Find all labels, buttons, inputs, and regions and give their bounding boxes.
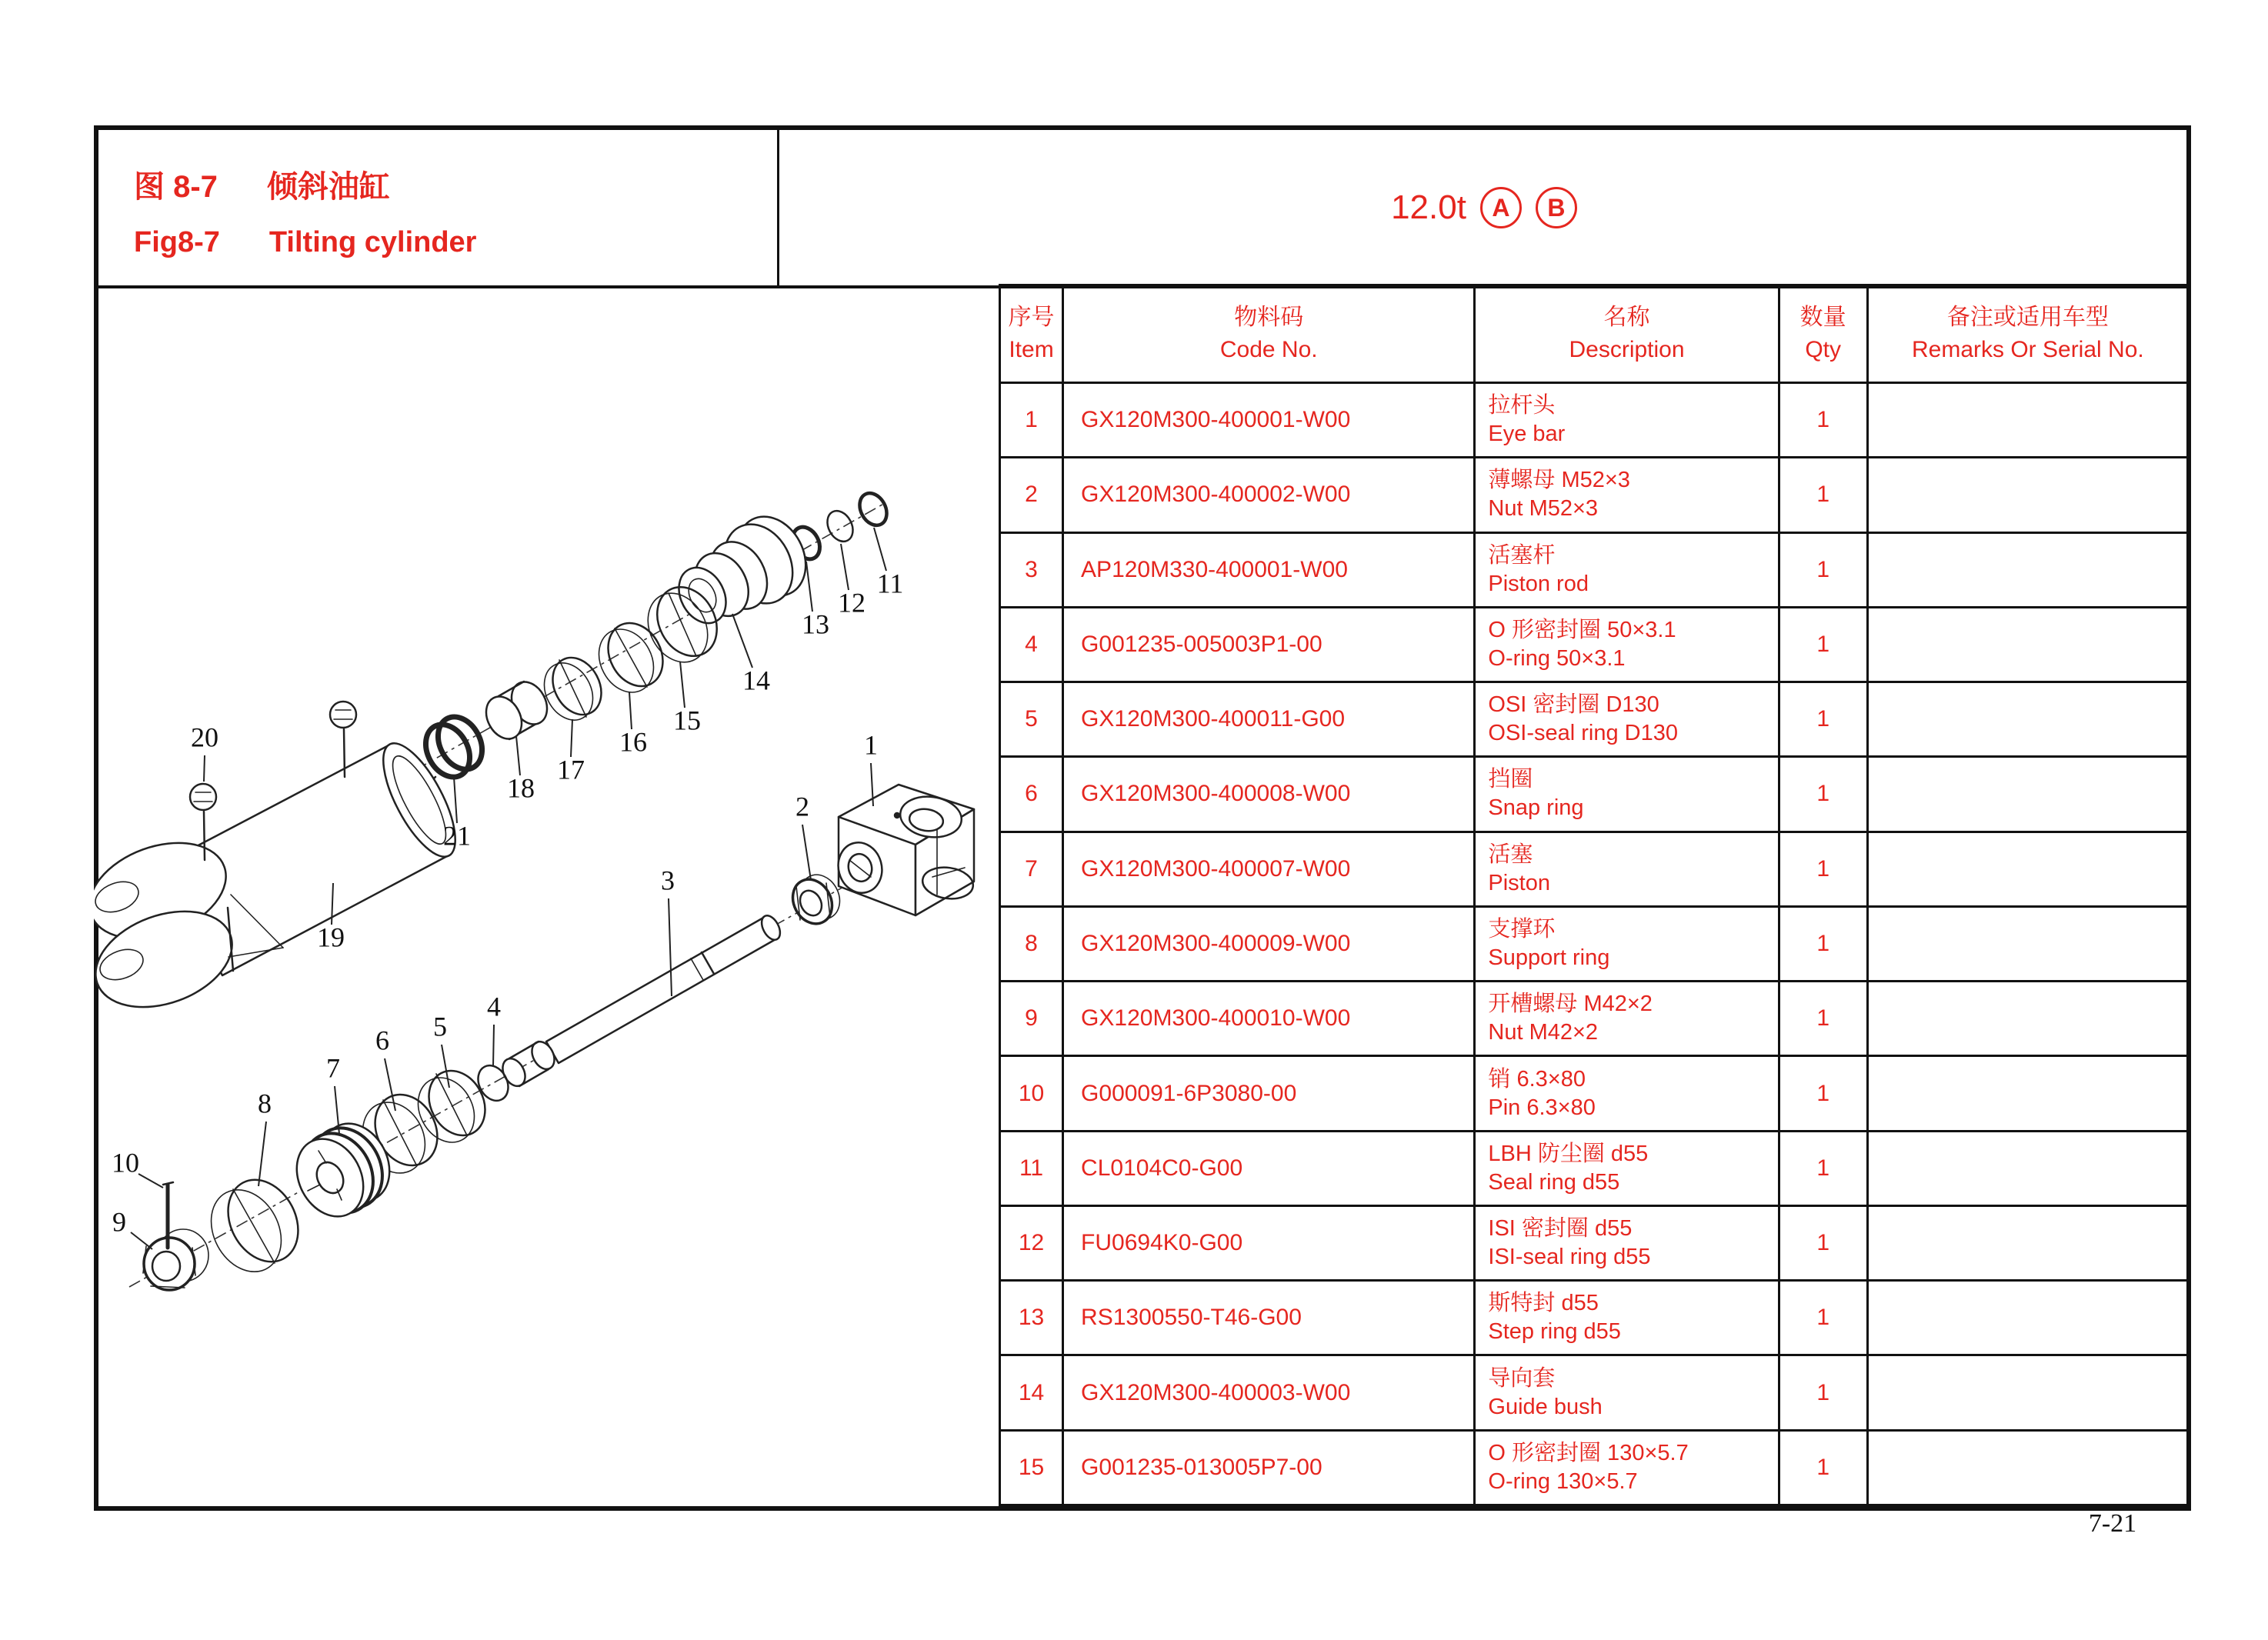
guide-bush-14 [669, 505, 819, 632]
callout-label-17: 17 [557, 754, 585, 785]
cell-item: 4 [1000, 607, 1063, 682]
cell-description [1475, 458, 1779, 532]
description-cn: 支撑环 [1488, 916, 1556, 942]
description-en: OSI-seal ring D130 [1488, 721, 1679, 746]
cell-qty: 1 [1779, 832, 1867, 906]
table-row [1000, 682, 2189, 757]
callout-leader-5 [442, 1045, 449, 1088]
cell-item: 6 [1000, 757, 1063, 832]
title-en: Tilting cylinder [268, 226, 477, 258]
title-cn: 倾斜油缸 [266, 170, 390, 204]
description-cn: 薄螺母 M52×3 [1488, 468, 1630, 493]
callout-label-18: 18 [507, 772, 535, 804]
support-ring-8 [198, 1168, 312, 1284]
callout-label-21: 21 [443, 820, 471, 852]
table-row [1000, 1131, 2189, 1205]
figure-title-block [98, 130, 779, 285]
cell-qty: 1 [1779, 1281, 1867, 1355]
callout-leader-4 [493, 1025, 494, 1066]
cell-description [1475, 682, 1779, 757]
cell-code: G001235-005003P1-00 [1063, 607, 1475, 682]
cell-item: 5 [1000, 682, 1063, 757]
piston-rod-3 [499, 912, 784, 1090]
cell-code: GX120M300-400001-W00 [1063, 383, 1475, 458]
badge-b: B [1536, 187, 1577, 228]
callout-label-3: 3 [661, 865, 675, 896]
cell-remarks [1867, 1430, 2188, 1505]
description-en: ISI-seal ring d55 [1488, 1245, 1651, 1270]
description-cn: 导向套 [1488, 1365, 1556, 1391]
callout-label-13: 13 [802, 608, 829, 640]
cell-qty: 1 [1779, 1430, 1867, 1505]
cell-qty: 1 [1779, 1056, 1867, 1131]
eye-bar-clevis-1 [832, 785, 975, 915]
cell-qty: 1 [1779, 458, 1867, 532]
callout-leader-12 [841, 544, 849, 590]
table-row [1000, 1281, 2189, 1355]
callout-leader-20 [204, 755, 205, 782]
description-en: Nut M42×2 [1488, 1020, 1599, 1045]
piston-7 [284, 1112, 402, 1228]
description-cn: LBH 防尘圈 d55 [1488, 1141, 1649, 1166]
cell-item: 11 [1000, 1131, 1063, 1205]
cell-qty: 1 [1779, 906, 1867, 981]
cell-item: 14 [1000, 1355, 1063, 1430]
cell-remarks [1867, 832, 2188, 906]
table-row [1000, 1430, 2189, 1505]
cell-qty: 1 [1779, 682, 1867, 757]
cell-item: 1 [1000, 383, 1063, 458]
model-block [782, 130, 2186, 285]
callout-leader-10 [138, 1174, 163, 1188]
cell-description [1475, 1056, 1779, 1131]
table-row [1000, 1056, 2189, 1131]
table-row [1000, 532, 2189, 607]
callout-leader-14 [732, 614, 752, 668]
cell-qty: 1 [1779, 757, 1867, 832]
description-en: Support ring [1488, 945, 1610, 970]
description-en: Nut M52×3 [1488, 496, 1599, 522]
callout-label-10: 10 [112, 1147, 139, 1178]
slotted-nut-9 [143, 1229, 208, 1290]
callout-label-15: 15 [673, 705, 701, 736]
cell-remarks [1867, 906, 2188, 981]
description-cn: 活塞 [1488, 842, 1533, 867]
description-cn: 活塞杆 [1488, 542, 1556, 568]
callout-label-20: 20 [191, 722, 218, 753]
cell-item: 13 [1000, 1281, 1063, 1355]
cell-description [1475, 906, 1779, 981]
cell-qty: 1 [1779, 982, 1867, 1056]
callout-leader-18 [516, 736, 520, 775]
description-en: O-ring 50×3.1 [1488, 645, 1626, 671]
cell-code: RS1300550-T46-G00 [1063, 1281, 1475, 1355]
cell-description [1475, 832, 1779, 906]
col-header-qty: 数量 Qty [1779, 285, 1867, 383]
description-en: O-ring 130×5.7 [1488, 1468, 1638, 1494]
table-row [1000, 1205, 2189, 1280]
callout-leader-16 [629, 692, 632, 729]
cell-description [1475, 1430, 1779, 1505]
cell-code: CL0104C0-G00 [1063, 1131, 1475, 1205]
cell-remarks [1867, 982, 2188, 1056]
cell-item: 9 [1000, 982, 1063, 1056]
callout-leader-9 [131, 1232, 152, 1249]
description-en: Piston rod [1488, 571, 1589, 596]
cell-description [1475, 1355, 1779, 1430]
callout-leader-21 [454, 777, 457, 823]
cell-remarks [1867, 1205, 2188, 1280]
cell-qty: 1 [1779, 1131, 1867, 1205]
table-row [1000, 1355, 2189, 1430]
description-en: Guide bush [1488, 1394, 1603, 1419]
col-header-code: 物料码 Code No. [1063, 285, 1475, 383]
callout-label-2: 2 [795, 791, 809, 822]
parts-table [999, 284, 2190, 1506]
callout-leader-8 [258, 1122, 266, 1186]
cell-description [1475, 383, 1779, 458]
description-cn: 挡圈 [1488, 767, 1533, 792]
cell-code: GX120M300-400008-W00 [1063, 757, 1475, 832]
callout-label-1: 1 [864, 729, 878, 761]
cell-remarks [1867, 1355, 2188, 1430]
callout-label-9: 9 [112, 1206, 126, 1238]
callout-label-16: 16 [619, 726, 647, 758]
cell-description [1475, 532, 1779, 607]
cell-code: GX120M300-400003-W00 [1063, 1355, 1475, 1430]
description-cn: ISI 密封圈 d55 [1488, 1216, 1633, 1242]
exploded-diagram [94, 287, 999, 1511]
description-en: Snap ring [1488, 795, 1584, 821]
callout-label-8: 8 [258, 1088, 272, 1119]
cell-code: GX120M300-400009-W00 [1063, 906, 1475, 981]
callout-leader-11 [874, 528, 886, 571]
cell-code: G000091-6P3080-00 [1063, 1056, 1475, 1131]
cell-qty: 1 [1779, 607, 1867, 682]
col-header-remarks: 备注或适用车型 Remarks Or Serial No. [1867, 285, 2188, 383]
cell-code: GX120M300-400011-G00 [1063, 682, 1475, 757]
cell-description [1475, 757, 1779, 832]
cell-qty: 1 [1779, 1205, 1867, 1280]
table-row [1000, 757, 2189, 832]
cell-item: 8 [1000, 906, 1063, 981]
cell-item: 15 [1000, 1430, 1063, 1505]
callout-label-6: 6 [375, 1025, 389, 1056]
bushing-18 [479, 676, 554, 745]
cell-qty: 1 [1779, 383, 1867, 458]
cell-description [1475, 1281, 1779, 1355]
cell-remarks [1867, 1056, 2188, 1131]
cell-code: GX120M300-400002-W00 [1063, 458, 1475, 532]
table-row [1000, 982, 2189, 1056]
fig-label-en: Fig8-7 [134, 226, 220, 258]
cell-item: 7 [1000, 832, 1063, 906]
table-row [1000, 906, 2189, 981]
cell-remarks [1867, 458, 2188, 532]
description-cn: 开槽螺母 M42×2 [1488, 992, 1653, 1017]
page-number: 7-21 [2088, 1509, 2137, 1538]
cell-code: G001235-013005P7-00 [1063, 1430, 1475, 1505]
callout-leader-15 [680, 662, 685, 708]
model-label: 12.0t [1391, 188, 1466, 226]
callout-label-5: 5 [433, 1011, 447, 1042]
seal-ring-12 [822, 506, 858, 545]
callout-label-14: 14 [742, 665, 770, 696]
table-header-row [1000, 285, 2189, 383]
cell-description [1475, 982, 1779, 1056]
callout-label-7: 7 [326, 1052, 340, 1084]
cell-remarks [1867, 1131, 2188, 1205]
col-header-description: 名称 Description [1475, 285, 1779, 383]
callout-leader-13 [806, 562, 812, 612]
description-en: Piston [1488, 870, 1550, 895]
cell-item: 12 [1000, 1205, 1063, 1280]
badge-a: A [1480, 187, 1522, 228]
cell-code: FU0694K0-G00 [1063, 1205, 1475, 1280]
cell-remarks [1867, 383, 2188, 458]
callout-label-19: 19 [317, 922, 345, 953]
col-header-item: 序号 Item [1000, 285, 1063, 383]
description-cn: 斯特封 d55 [1488, 1291, 1599, 1316]
cell-item: 2 [1000, 458, 1063, 532]
cell-remarks [1867, 1281, 2188, 1355]
table-row [1000, 458, 2189, 532]
cell-description [1475, 1205, 1779, 1280]
description-en: Seal ring d55 [1488, 1169, 1620, 1195]
description-cn: O 形密封圈 50×3.1 [1488, 617, 1676, 642]
description-en: Eye bar [1488, 422, 1566, 447]
cylinder-body-19 [94, 734, 469, 1025]
description-cn: 拉杆头 [1488, 393, 1556, 418]
figure-title-en [134, 226, 777, 259]
callout-leader-17 [571, 719, 572, 757]
cell-remarks [1867, 757, 2188, 832]
description-en: Pin 6.3×80 [1488, 1095, 1596, 1120]
callout-label-12: 12 [838, 587, 866, 618]
table-row [1000, 832, 2189, 906]
callout-label-11: 11 [876, 568, 904, 599]
cell-description [1475, 1131, 1779, 1205]
cell-item: 3 [1000, 532, 1063, 607]
figure-title-cn [134, 162, 777, 206]
cell-qty: 1 [1779, 1355, 1867, 1430]
callout-leader-2 [802, 825, 811, 880]
cell-remarks [1867, 532, 2188, 607]
cell-remarks [1867, 682, 2188, 757]
description-cn: OSI 密封圈 D130 [1488, 692, 1659, 718]
cell-remarks [1867, 607, 2188, 682]
callout-label-4: 4 [487, 991, 501, 1022]
cell-description [1475, 607, 1779, 682]
cell-code: GX120M300-400007-W00 [1063, 832, 1475, 906]
description-en: Step ring d55 [1488, 1319, 1621, 1345]
cell-qty: 1 [1779, 532, 1867, 607]
fig-label-cn: 图 8-7 [134, 170, 218, 204]
header-band [98, 130, 2186, 288]
cell-code: AP120M330-400001-W00 [1063, 532, 1475, 607]
description-cn: 销 6.3×80 [1488, 1066, 1586, 1092]
cell-item: 10 [1000, 1056, 1063, 1131]
table-row [1000, 607, 2189, 682]
description-cn: O 形密封圈 130×5.7 [1488, 1440, 1689, 1465]
table-row [1000, 383, 2189, 458]
cell-code: GX120M300-400010-W00 [1063, 982, 1475, 1056]
